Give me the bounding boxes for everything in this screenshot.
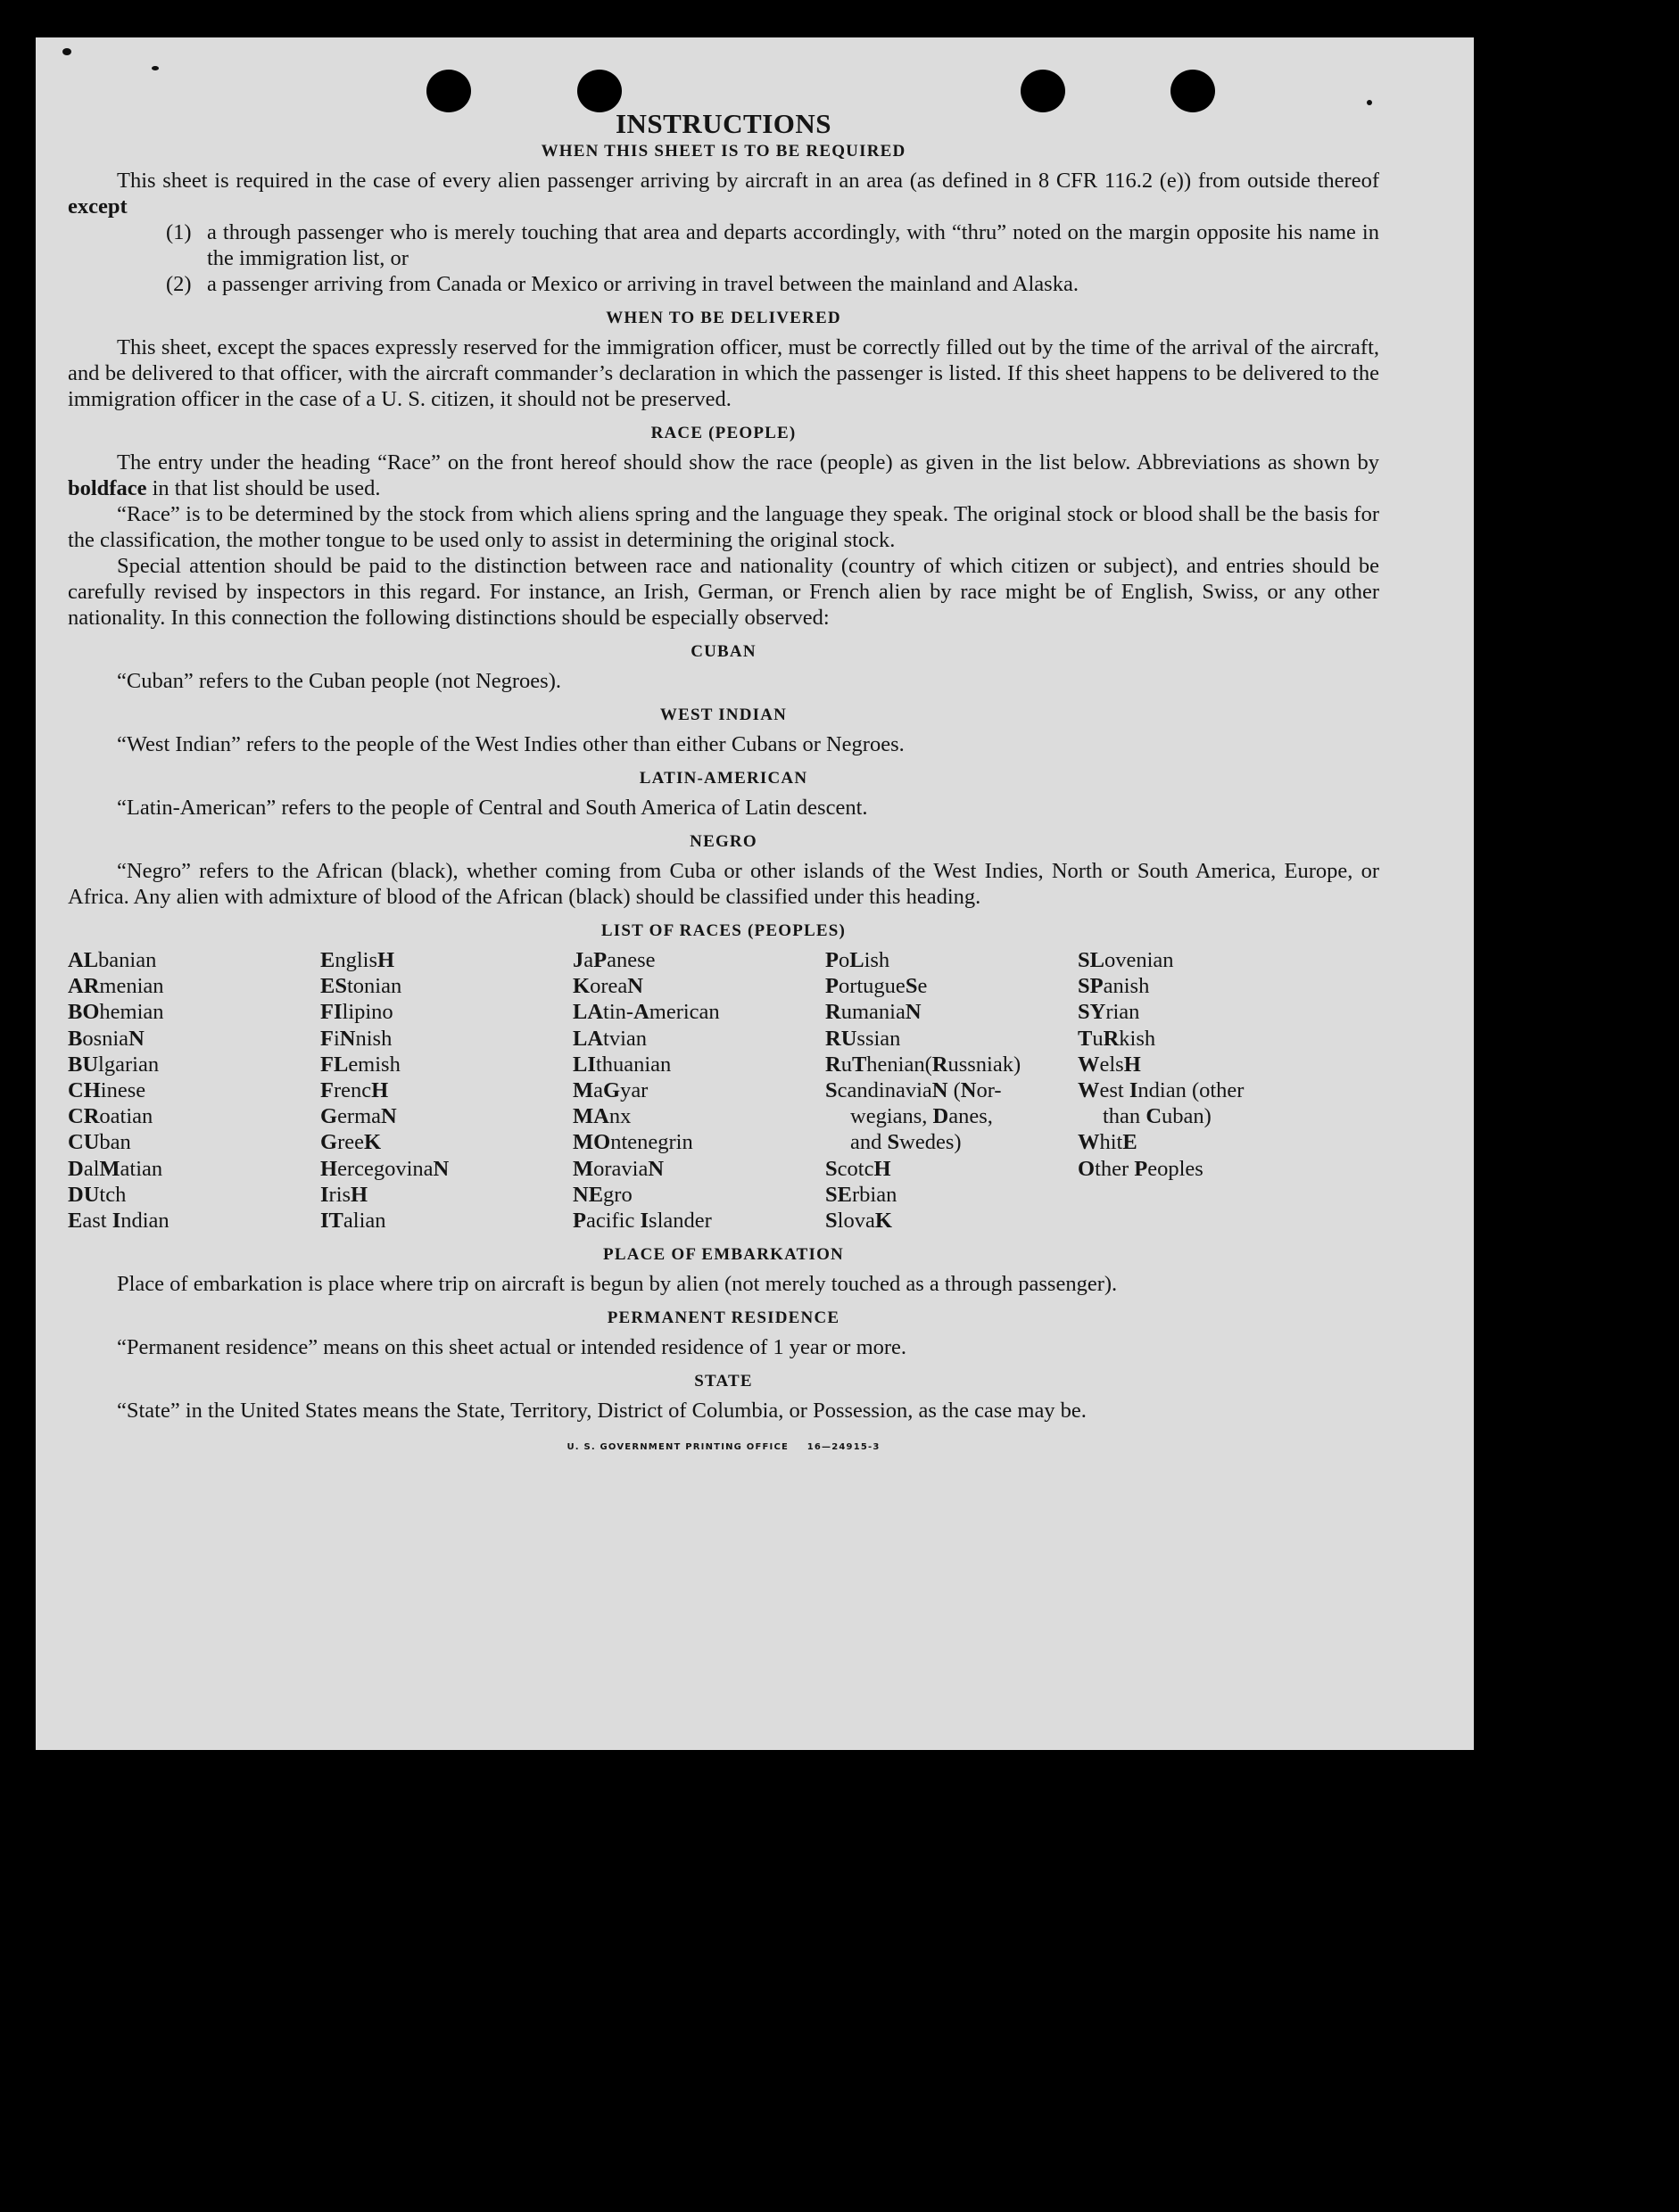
race-item: CHinese: [68, 1078, 146, 1103]
race-item: FLemish: [320, 1052, 401, 1077]
race-item: Pacific Islander: [573, 1209, 712, 1234]
heading-embarkation: PLACE OF EMBARKATION: [603, 1245, 844, 1265]
races-table: [68, 947, 1379, 1234]
race-item: MOntenegrin: [573, 1130, 693, 1155]
race-item: BosniaN: [68, 1026, 145, 1051]
footer-code: 16—24915-3: [806, 1442, 881, 1453]
punch-hole: [426, 70, 471, 112]
race-item: MaGyar: [573, 1078, 649, 1103]
paragraph-race-1: The entry under the heading “Race” on the front hereof should show the race (people) as given in the list below. Abbreviations as shown by boldface in that list should be used.: [68, 450, 1379, 500]
speck: [62, 48, 71, 55]
heading-race: RACE (PEOPLE): [650, 424, 797, 442]
race-item: FiNnish: [320, 1026, 393, 1051]
race-item: BUlgarian: [68, 1052, 160, 1077]
speck: [152, 66, 159, 70]
page-title: INSTRUCTIONS: [615, 108, 831, 139]
heading-when-required: WHEN THIS SHEET IS TO BE REQUIRED: [541, 142, 906, 161]
punch-hole: [1021, 70, 1065, 112]
heading-state: STATE: [694, 1372, 753, 1391]
race-item: East Indian: [68, 1209, 170, 1234]
race-item: wegians, Danes,: [850, 1104, 993, 1129]
heading-latin-american: LATIN-AMERICAN: [639, 769, 808, 788]
race-item: ALbanian: [68, 948, 157, 972]
footer-office: U. S. GOVERNMENT PRINTING OFFICE: [567, 1442, 790, 1453]
race-item: SErbian: [825, 1182, 897, 1207]
paragraph-negro: “Negro” refers to the African (black), whether coming from Cuba or other islands of the West Indies, North or South America, Europe, or Africa. Any alien with admixture of blood of the African (black) should be classified under this heading.: [68, 859, 1379, 909]
race-item: JaPanese: [573, 948, 656, 972]
race-item: FIlipino: [320, 1000, 393, 1025]
race-item: MoraviaN: [573, 1156, 665, 1181]
race-item: ARmenian: [68, 974, 164, 999]
race-item: FrencH: [320, 1078, 389, 1103]
race-item: ScandinaviaN (Nor-: [825, 1078, 1002, 1103]
race-column: [573, 947, 825, 1234]
race-column: [825, 947, 1078, 1234]
race-item: ScotcH: [825, 1156, 891, 1181]
paragraph-cuban: “Cuban” refers to the Cuban people (not Negroes).: [117, 669, 561, 693]
race-item: WelsH: [1078, 1052, 1141, 1077]
race-item: LAtin-American: [573, 1000, 720, 1025]
paragraph-when-delivered: This sheet, except the spaces expressly reserved for the immigration officer, must be correctly filled out by the time of the arrival of the aircraft, and be delivered to that officer, with the aircraft commander’s declaration in which the passenger is listed. If this sheet happens to be delivered to the immigration officer in the case of a U. S. citizen, it should not be preserved.: [68, 335, 1379, 411]
race-item: SYrian: [1078, 1000, 1140, 1025]
race-item: and Swedes): [850, 1130, 962, 1155]
race-item: SlovaK: [825, 1209, 892, 1234]
race-item: MAnx: [573, 1104, 632, 1129]
race-item: LAtvian: [573, 1026, 648, 1051]
race-item: DalMatian: [68, 1156, 163, 1181]
race-item: PortugueSe: [825, 974, 928, 999]
race-item: RumaniaN: [825, 1000, 922, 1025]
paragraph-race-2: “Race” is to be determined by the stock from which aliens spring and the language they speak. The original stock or blood shall be the basis for the classification, the mother tongue to be used only to assist in determining the original stock.: [68, 502, 1379, 552]
race-item: Other Peoples: [1078, 1156, 1203, 1181]
paragraph-residence: “Permanent residence” means on this sheet actual or intended residence of 1 year or more.: [117, 1335, 907, 1360]
race-item: West Indian (other: [1078, 1078, 1245, 1103]
race-item: than Cuban): [1103, 1104, 1212, 1129]
form-sheet: [36, 37, 1474, 1750]
race-item: SLovenian: [1078, 948, 1174, 972]
race-item: PoLish: [825, 948, 890, 972]
race-item: EStonian: [320, 974, 402, 999]
race-column: [68, 947, 320, 1234]
paragraph-race-3: Special attention should be paid to the distinction between race and nationality (country of which citizen or subject), and entries should be carefully revised by inspectors in this regard. For instance, an Irish, German, or French alien by race might be of English, Swiss, or any other nationality. In this connection the following distinctions should be especially observed:: [68, 554, 1379, 630]
race-item: DUtch: [68, 1182, 127, 1207]
heading-list-of-races: LIST OF RACES (PEOPLES): [600, 921, 847, 940]
heading-cuban: CUBAN: [691, 642, 757, 661]
punch-hole: [1170, 70, 1215, 112]
paragraph-state: “State” in the United States means the State, Territory, District of Columbia, or Possession, as the case may be.: [117, 1399, 1087, 1424]
race-item: SPanish: [1078, 974, 1150, 999]
race-item: TuRkish: [1078, 1026, 1156, 1051]
heading-west-indian: WEST INDIAN: [659, 706, 788, 724]
speck: [1367, 100, 1372, 105]
race-column: [320, 947, 573, 1234]
race-item: CRoatian: [68, 1104, 153, 1129]
race-item: WhitE: [1078, 1130, 1137, 1155]
paragraph-latin-american: “Latin-American” refers to the people of Central and South America of Latin descent.: [117, 796, 868, 820]
instructions-content: [68, 109, 1379, 1460]
list-item: (2) a passenger arriving from Canada or Mexico or arriving in travel between the mainland and Alaska.: [166, 272, 1079, 296]
race-item: ITalian: [320, 1209, 386, 1234]
paragraph-when-required: This sheet is required in the case of every alien passenger arriving by aircraft in an area (as defined in 8 CFR 116.2 (e)) from outside thereof except: [68, 169, 1379, 219]
race-item: LIthuanian: [573, 1052, 672, 1077]
race-item: HercegovinaN: [320, 1156, 450, 1181]
race-item: IrisH: [320, 1182, 368, 1207]
heading-negro: NEGRO: [690, 832, 757, 851]
punch-hole: [577, 70, 622, 112]
race-item: NEgro: [573, 1182, 633, 1207]
printing-office-footer: [68, 1434, 1379, 1460]
race-column: [1078, 947, 1330, 1234]
race-item: CUban: [68, 1130, 131, 1155]
list-item: (1) a through passenger who is merely touching that area and departs accordingly, with “thru” noted on the margin opposite his name in the immigration list, or: [166, 220, 1379, 270]
paragraph-embarkation: Place of embarkation is place where trip on aircraft is begun by alien (not merely touched as a through passenger).: [117, 1272, 1118, 1297]
race-item: KoreaN: [573, 974, 643, 999]
race-item: BOhemian: [68, 1000, 164, 1025]
heading-when-delivered: WHEN TO BE DELIVERED: [606, 309, 841, 327]
paragraph-west-indian: “West Indian” refers to the people of the West Indies other than either Cubans or Negroes.: [117, 732, 905, 756]
race-item: RUssian: [825, 1026, 901, 1051]
heading-residence: PERMANENT RESIDENCE: [607, 1308, 840, 1328]
race-item: GermaN: [320, 1104, 397, 1129]
race-item: GreeK: [320, 1130, 382, 1155]
race-item: EnglisH: [320, 948, 395, 972]
race-item: RuThenian(Russniak): [825, 1052, 1021, 1077]
